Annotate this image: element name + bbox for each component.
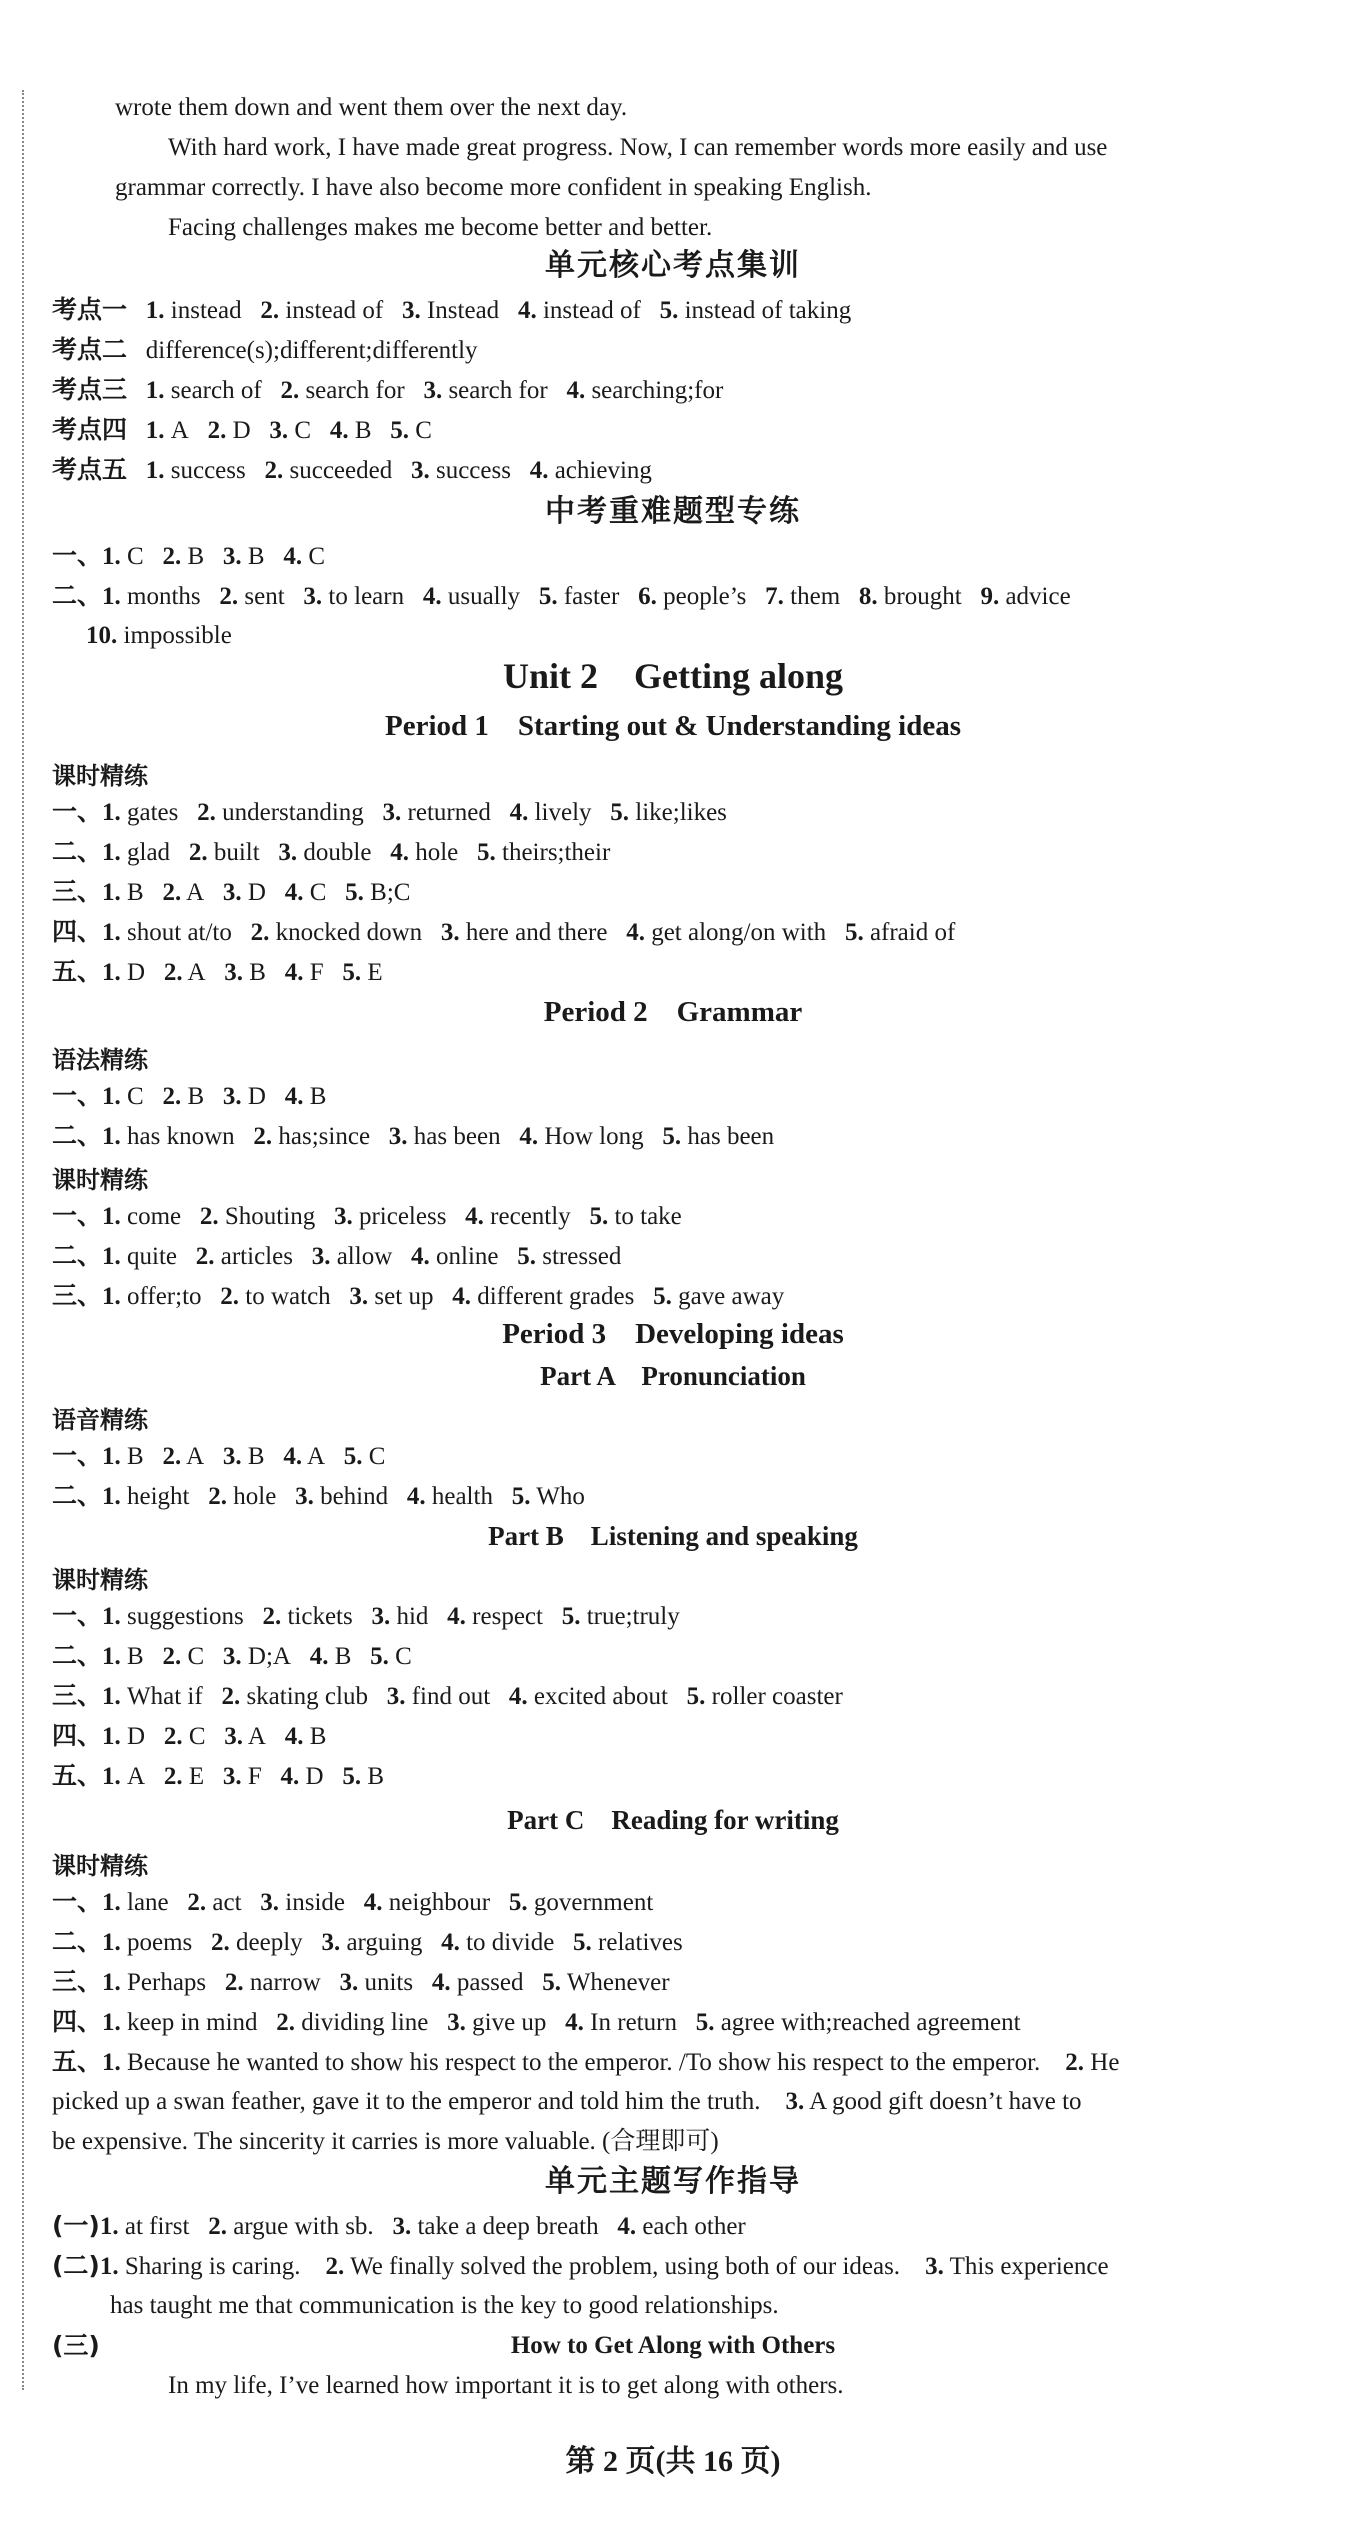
intro-line-2: With hard work, I have made great progress. Now, I can remember words more easily and use — [168, 134, 1108, 161]
cut-line — [22, 90, 24, 2390]
exam-section-title: 中考重难题型专练 — [545, 495, 801, 528]
core-row-4: 考点四 1. A 2. D 3. C 4. B 5. C — [52, 415, 432, 444]
period-1-title: Period 1 Starting out & Understanding ideas — [384, 710, 961, 742]
essay-first-line: In my life, I’ve learned how important it is to get along with others. — [168, 2372, 844, 2399]
p3b-row-2: 二、1. B 2. C 3. D;A 4. B 5. C — [52, 1641, 412, 1670]
p3b-row-3: 三、1. What if 2. skating club 3. find out 4. excited about 5. roller coaster — [52, 1681, 843, 1710]
p1-row-5: 五、1. D 2. A 3. B 4. F 5. E — [52, 957, 383, 986]
p2-class-row-1: 一、1. come 2. Shouting 3. priceless 4. recently 5. to take — [52, 1201, 682, 1230]
exam-row-2-cont: 10. impossible — [86, 622, 232, 649]
writing-row-2: (二)1. Sharing is caring. 2. We finally solved the problem, using both of our ideas. 3. This experience — [52, 2251, 1109, 2280]
p3c-row-5-cont-2: be expensive. The sincerity it carries is more valuable. (合理即可) — [52, 2128, 719, 2155]
p3c-row-2: 二、1. poems 2. deeply 3. arguing 4. to divide 5. relatives — [52, 1927, 683, 1956]
row-label: 考点一 — [52, 295, 128, 324]
p3b-row-4: 四、1. D 2. C 3. A 4. B — [52, 1721, 327, 1750]
p2-class-row-2: 二、1. quite 2. articles 3. allow 4. online 5. stressed — [52, 1241, 622, 1270]
p2-grammar-row-2: 二、1. has known 2. has;since 3. has been 4. How long 5. has been — [52, 1121, 775, 1150]
intro-line-1: wrote them down and went them over the next day. — [115, 94, 628, 121]
writing-section-title: 单元主题写作指导 — [545, 2165, 801, 2198]
p3a-row-2: 二、1. height 2. hole 3. behind 4. health 5. Who — [52, 1481, 585, 1510]
p3b-row-5: 五、1. A 2. E 3. F 4. D 5. B — [52, 1761, 385, 1790]
section-label: 语音精练 — [52, 1406, 148, 1434]
p3c-row-1: 一、1. lane 2. act 3. inside 4. neighbour 5. government — [52, 1887, 654, 1916]
core-row-2: 考点二 difference(s);different;differently — [52, 335, 478, 364]
essay-title: How to Get Along with Others — [510, 2332, 836, 2359]
period-2-title: Period 2 Grammar — [543, 996, 803, 1028]
core-row-5: 考点五 1. success 2. succeeded 3. success 4. achieving — [52, 455, 652, 484]
section-label: 课时精练 — [52, 1852, 148, 1880]
exam-row-1: 一、1. C 2. B 3. B 4. C — [52, 541, 326, 570]
intro-line-3: grammar correctly. I have also become more confident in speaking English. — [115, 174, 872, 201]
p1-row-4: 四、1. shout at/to 2. knocked down 3. here and there 4. get along/on with 5. afraid of — [52, 917, 956, 946]
p1-row-2: 二、1. glad 2. built 3. double 4. hole 5. theirs;their — [52, 837, 611, 866]
p3c-row-3: 三、1. Perhaps 2. narrow 3. units 4. passed 5. Whenever — [52, 1967, 670, 1996]
section-label: 语法精练 — [52, 1046, 148, 1074]
section-label: 课时精练 — [52, 1566, 148, 1594]
p3c-row-5-cont-1: picked up a swan feather, gave it to the emperor and told him the truth. 3. A good gift doesn’t have to — [52, 2088, 1082, 2115]
p2-grammar-row-1: 一、1. C 2. B 3. D 4. B — [52, 1081, 327, 1110]
core-section-title: 单元核心考点集训 — [545, 249, 801, 282]
p3a-row-1: 一、1. B 2. A 3. B 4. A 5. C — [52, 1441, 386, 1470]
period-3-title: Period 3 Developing ideas — [502, 1318, 844, 1350]
p1-row-1: 一、1. gates 2. understanding 3. returned 4. lively 5. like;likes — [52, 797, 727, 826]
part-a-title: Part A Pronunciation — [540, 1361, 806, 1391]
part-b-title: Part B Listening and speaking — [488, 1521, 858, 1551]
core-row-3: 考点三 1. search of 2. search for 3. search for 4. searching;for — [52, 375, 724, 404]
writing-row-3: (三) — [52, 2331, 100, 2360]
section-label: 课时精练 — [52, 1166, 148, 1194]
p3b-row-1: 一、1. suggestions 2. tickets 3. hid 4. respect 5. true;truly — [52, 1601, 680, 1630]
part-c-title: Part C Reading for writing — [507, 1805, 839, 1835]
writing-row-2-cont: has taught me that communication is the key to good relationships. — [110, 2292, 779, 2319]
section-label: 课时精练 — [52, 762, 148, 790]
p2-class-row-3: 三、1. offer;to 2. to watch 3. set up 4. different grades 5. gave away — [52, 1281, 785, 1310]
unit-title: Unit 2 Getting along — [502, 656, 843, 696]
p1-row-3: 三、1. B 2. A 3. D 4. C 5. B;C — [52, 877, 411, 906]
core-row-1: 考点一 1. instead 2. instead of 3. Instead 4. instead of 5. instead of taking — [52, 295, 852, 324]
intro-line-4: Facing challenges makes me become better and better. — [168, 214, 713, 241]
page-footer: 第 2 页(共 16 页) — [565, 2445, 781, 2478]
exam-row-2: 二、1. months 2. sent 3. to learn 4. usually 5. faster 6. people’s 7. them 8. brought 9. advice — [52, 581, 1071, 610]
p3c-row-4: 四、1. keep in mind 2. dividing line 3. give up 4. In return 5. agree with;reached agreement — [52, 2007, 1021, 2036]
writing-row-1: (一)1. at first 2. argue with sb. 3. take a deep breath 4. each other — [52, 2211, 746, 2240]
p3c-row-5: 五、1. Because he wanted to show his respect to the emperor. /To show his respect to the emperor. 2. He — [52, 2047, 1120, 2076]
